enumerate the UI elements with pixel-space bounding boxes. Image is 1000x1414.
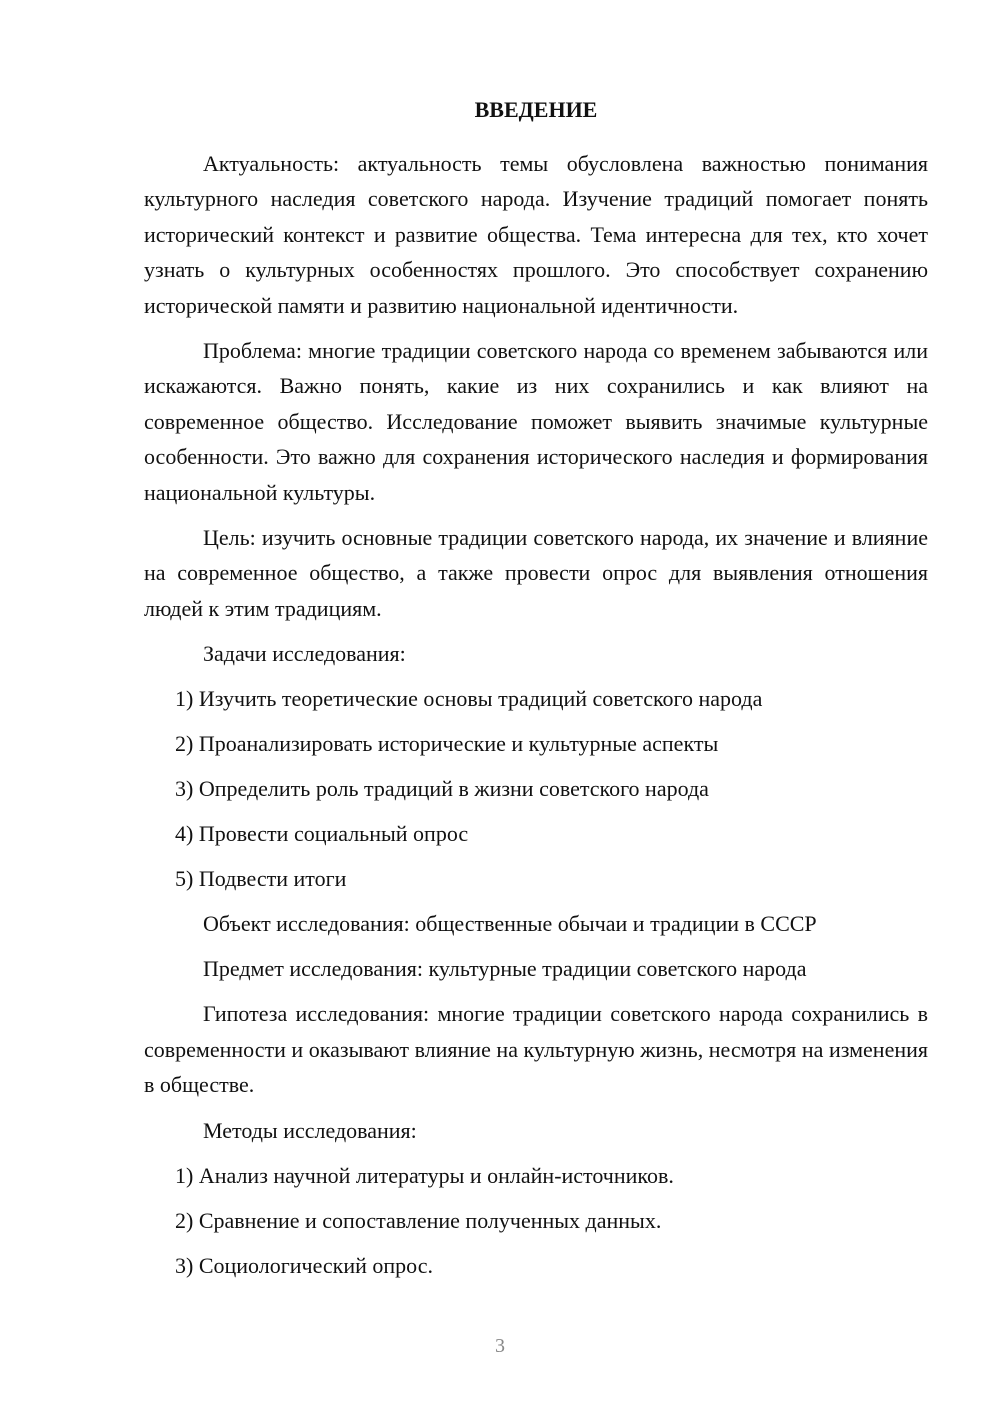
- list-item: 1) Анализ научной литературы и онлайн-источников.: [175, 1162, 674, 1188]
- tasks-list: [144, 681, 928, 896]
- list-item: 5) Подвести итоги: [175, 866, 347, 892]
- research-object: Объект исследования: общественные обычаи и традиции в СССР: [203, 911, 817, 937]
- goal-paragraph: Цель: изучить основные традиции советского народа, их значение и влияние на современное общество, а также провести опрос для выявления отношения людей к этим традициям.: [144, 525, 928, 621]
- problem-paragraph: Проблема: многие традиции советского народа со временем забываются или искажаются. Важно понять, какие из них сохранились и как влияют на современное общество. Исследование поможет выявить значимые культурные особенности. Это важно для сохранения исторического наследия и формирования национальной культуры.: [144, 338, 928, 505]
- page-title: ВВЕДЕНИЕ: [474, 97, 598, 122]
- page-number: 3: [495, 1335, 505, 1357]
- list-item: 2) Сравнение и сопоставление полученных данных.: [175, 1207, 662, 1233]
- list-item: 3) Определить роль традиций в жизни советского народа: [175, 776, 709, 802]
- list-item: 4) Провести социальный опрос: [175, 821, 469, 847]
- list-item: 1) Изучить теоретические основы традиций советского народа: [175, 686, 763, 712]
- research-subject: Предмет исследования: культурные традиции советского народа: [203, 956, 807, 982]
- document-page: [144, 96, 928, 1293]
- tasks-heading: Задачи исследования:: [203, 641, 406, 667]
- relevance-paragraph: Актуальность: актуальность темы обусловлена важностью понимания культурного наследия советского народа. Изучение традиций помогает понять исторический контекст и развитие общества. Тема интересна для тех, кто хочет узнать о культурных особенностях прошлого. Это способствует сохранению исторической памяти и развитию национальной идентичности.: [144, 151, 928, 318]
- list-item: 2) Проанализировать исторические и культурные аспекты: [175, 731, 719, 757]
- methods-list: [144, 1158, 928, 1283]
- list-item: 3) Социологический опрос.: [175, 1252, 433, 1278]
- methods-heading: Методы исследования:: [203, 1117, 417, 1143]
- hypothesis-paragraph: Гипотеза исследования: многие традиции советского народа сохранились в современности и оказывают влияние на культурную жизнь, несмотря на изменения в обществе.: [144, 1001, 928, 1098]
